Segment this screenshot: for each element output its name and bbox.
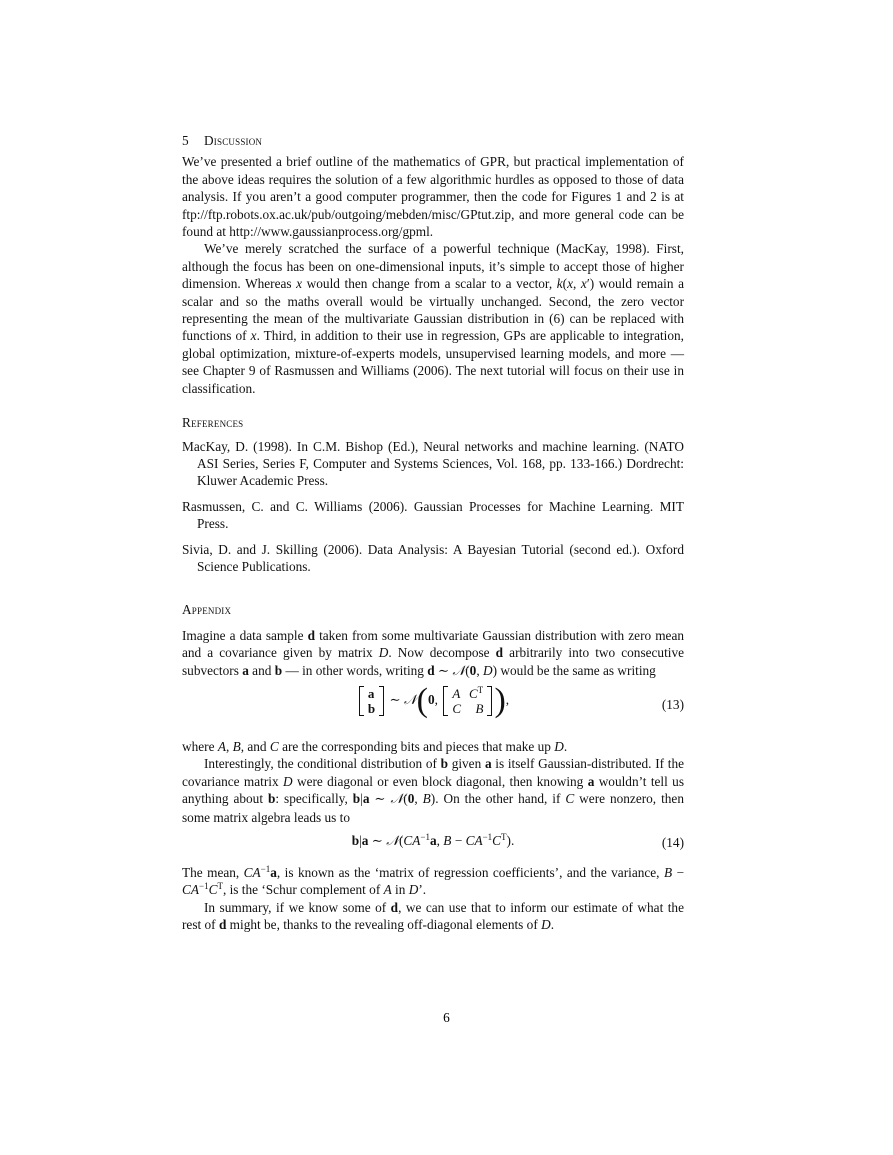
reference-item: Sivia, D. and J. Skilling (2006). Data Analysis: A Bayesian Tutorial (second ed.). Oxford Science Publications. (182, 541, 684, 574)
section-heading-appendix: Appendix (182, 602, 232, 618)
discussion-paragraph-1: We’ve presented a brief outline of the mathematics of GPR, but practical implementation of the above ideas requires the solution of a few algorithmic hurdles as opposed to those of data analysis. If you aren’t a good computer programmer, then the code for Figures 1 and 2 is at ftp://ftp.robots.ox.ac.uk/pub/outgoing/mebden/misc/GPtut.zip, and more general code can be found at http://www.gaussianprocess.org/gpml. (182, 154, 684, 240)
appendix-paragraph-3: Interestingly, the conditional distribution of b given a is itself Gaussian-distributed. If the covariance matrix D were diagonal or even block diagonal, then knowing a wouldn’t tell us anything about b: specifically, b|a ∼ 𝒩(0, B). On the other hand, if C were nonzero, then some matrix algebra leads us to (182, 756, 684, 825)
appendix-paragraph-4: The mean, $CA^{-1}a$, is known as the ‘matrix of regression coefficients’, and the variance, $B - CA^{-1}C^T$, is the ‘Schur complement of A in D’. (182, 864, 684, 898)
reference-item: Rasmussen, C. and C. Williams (2006). Gaussian Processes for Machine Learning. MIT Press. (182, 498, 684, 532)
appendix-paragraph-1: Imagine a data sample d taken from some multivariate Gaussian distribution with zero mean and a covariance given by matrix D. Now decompose d arbitrarily into two consecutive subvectors a and b — in other words, writing d ∼ 𝒩(0, D) would be the same as writing (182, 627, 685, 679)
section-heading-discussion (182, 132, 684, 149)
section-title: Discussion (204, 133, 263, 148)
reference-item: MacKay, D. (1998). In C.M. Bishop (Ed.), Neural networks and machine learning. (NATO ASI Series, Series F, Computer and Systems Sciences, Vol. 168, pp. 133-166.) Dordrecht: Kluwer Academic Press. (182, 438, 684, 489)
equation-14: b|a ∼ $𝒩(CA^{-1}a$, $B - CA^{-1}C^T$). (14) (351, 832, 684, 850)
section-number: 5 (182, 133, 189, 148)
discussion-paragraph-2: We’ve merely scratched the surface of a powerful technique (MacKay, 1998). First, although the focus has been on one-dimensional inputs, it’s simple to accept those of higher dimension. Whereas x would then change from a scalar to a vector, k(x, x′) would remain a scalar and so the maths overall would be virtually unchanged. Second, the zero vector representing the mean of the multivariate Gaussian distribution in (6) can be replaced with functions of x. Third, in addition to their use in regression, GPs are applicable to integration, global optimization, mixture-of-experts models, unsupervised learning models, and more — see Chapter 9 of Rasmussen and Williams (2006). The next tutorial will focus on their use in classification. (182, 241, 684, 396)
equation-number: (13) (661, 696, 684, 712)
appendix-paragraph-5: In summary, if we know some of d, we can use that to inform our estimate of what the rest of d might be, thanks to the revealing off-diagonal elements of D. (182, 899, 684, 933)
equation-13: a b ∼ 𝒩(0, A $C^T$ C B ), (13) (182, 684, 684, 732)
page-number: 6 (443, 1010, 450, 1025)
section-heading-references: References (182, 415, 244, 431)
appendix-paragraph-2: where A, B, and C are the corresponding bits and pieces that make up D. (182, 738, 568, 754)
paper-page (182, 132, 684, 934)
equation-number: (14) (661, 835, 684, 850)
